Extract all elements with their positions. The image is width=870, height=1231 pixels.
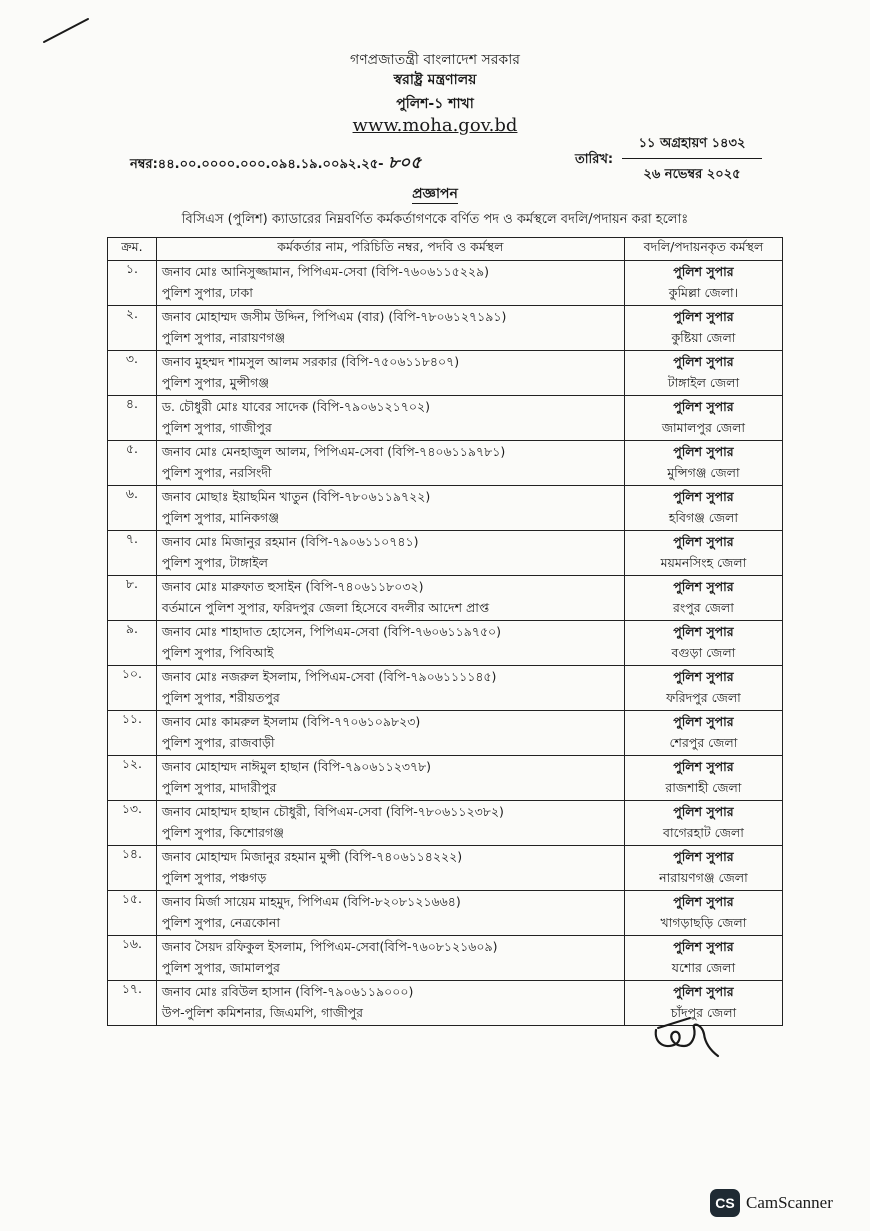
posting-location: জামালপুর জেলা <box>661 420 746 435</box>
officer-name: জনাব মোহাম্মদ মিজানুর রহমান মুন্সী (বিপি-৭৪০৬১১৪২২২) <box>161 849 463 864</box>
posting-location: নারায়ণগঞ্জ জেলা <box>659 870 748 885</box>
officer-cell <box>156 531 624 576</box>
officer-cell <box>156 306 624 351</box>
posting-location: কুষ্টিয়া জেলা <box>671 330 736 345</box>
serial-cell: ৩. <box>108 351 157 396</box>
posting-designation: পুলিশ সুপার <box>673 354 734 369</box>
officer-cell <box>156 891 624 936</box>
officer-cell <box>156 981 624 1026</box>
posting-location: শেরপুর জেলা <box>669 735 738 750</box>
officer-name: জনাব সৈয়দ রফিকুল ইসলাম, পিপিএম-সেবা(বিপি-৭৬০৮১২১৬০৯) <box>161 939 498 954</box>
serial-cell: ৪. <box>108 396 157 441</box>
table-body <box>108 261 783 1026</box>
posting-cell <box>624 711 782 756</box>
officer-cell <box>156 756 624 801</box>
camscanner-text: CamScanner <box>746 1193 833 1212</box>
serial-cell: ৯. <box>108 621 157 666</box>
posting-designation: পুলিশ সুপার <box>673 399 734 414</box>
memo-label: নম্বর: <box>130 157 158 172</box>
posting-cell <box>624 666 782 711</box>
officer-current-post: পুলিশ সুপার, পিবিআই <box>161 645 274 660</box>
serial-cell: ১. <box>108 261 157 306</box>
officer-current-post: পুলিশ সুপার, জামালপুর <box>161 960 280 975</box>
officer-cell <box>156 261 624 306</box>
officer-cell <box>156 441 624 486</box>
posting-cell <box>624 621 782 666</box>
officer-cell <box>156 576 624 621</box>
date-block <box>622 134 762 186</box>
officer-cell <box>156 396 624 441</box>
postings-table <box>107 237 783 1026</box>
serial-cell: ১৬. <box>108 936 157 981</box>
posting-location: ময়মনসিংহ জেলা <box>660 555 747 570</box>
serial-cell: ১৫. <box>108 891 157 936</box>
posting-location: হবিগঞ্জ জেলা <box>668 510 738 525</box>
table-row <box>108 756 783 801</box>
date-bangla: ১১ অগ্রহায়ণ ১৪৩২ <box>622 134 762 159</box>
posting-cell <box>624 441 782 486</box>
officer-name: জনাব মোঃ মিজানুর রহমান (বিপি-৭৯০৬১১০৭৪১) <box>161 534 419 549</box>
header-posting: বদলি/পদায়নকৃত কর্মস্থল <box>624 238 782 261</box>
officer-current-post: পুলিশ সুপার, নরসিংদী <box>161 465 272 480</box>
officer-name: জনাব মোঃ নজরুল ইসলাম, পিপিএম-সেবা (বিপি-৭৯০৬১১১১৪৫) <box>161 669 497 684</box>
posting-location: চাঁদপুর জেলা <box>670 1005 737 1020</box>
posting-designation: পুলিশ সুপার <box>673 849 734 864</box>
table-row <box>108 666 783 711</box>
date-english: ২৬ নভেম্বর ২০২৫ <box>643 167 741 182</box>
officer-current-post: পুলিশ সুপার, নারায়ণগঞ্জ <box>161 330 286 345</box>
officer-current-post: পুলিশ সুপার, নেত্রকোনা <box>161 915 280 930</box>
serial-cell: ৭. <box>108 531 157 576</box>
posting-cell <box>624 531 782 576</box>
officer-cell <box>156 351 624 396</box>
posting-location: খাগড়াছড়ি জেলা <box>660 915 747 930</box>
posting-designation: পুলিশ সুপার <box>673 759 734 774</box>
officer-current-post: পুলিশ সুপার, রাজবাড়ী <box>161 735 275 750</box>
officer-current-post: পুলিশ সুপার, পঞ্চগড় <box>161 870 267 885</box>
posting-cell <box>624 576 782 621</box>
officer-current-post: বর্তমানে পুলিশ সুপার, ফরিদপুর জেলা হিসেবে বদলীর আদেশ প্রাপ্ত <box>161 600 490 615</box>
officer-cell <box>156 621 624 666</box>
officer-cell <box>156 486 624 531</box>
serial-cell: ১১. <box>108 711 157 756</box>
government-name: গণপ্রজাতন্ত্রী বাংলাদেশ সরকার <box>350 52 520 68</box>
serial-cell: ৬. <box>108 486 157 531</box>
posting-location: কুমিল্লা জেলা। <box>668 285 739 300</box>
posting-location: ফরিদপুর জেলা <box>666 690 741 705</box>
table-row <box>108 306 783 351</box>
table-row <box>108 441 783 486</box>
officer-name: জনাব মোঃ মেনহাজুল আলম, পিপিএম-সেবা (বিপি-৭৪০৬১১৯৭৮১) <box>161 444 506 459</box>
posting-location: বগুড়া জেলা <box>671 645 736 660</box>
memo-handwritten-suffix: ৮০৫ <box>388 153 422 173</box>
table-row <box>108 711 783 756</box>
table-row <box>108 846 783 891</box>
officer-cell <box>156 801 624 846</box>
notice-title-text: প্রজ্ঞাপন <box>412 186 458 202</box>
officer-cell <box>156 711 624 756</box>
table-row <box>108 486 783 531</box>
posting-designation: পুলিশ সুপার <box>673 489 734 504</box>
table-row <box>108 801 783 846</box>
posting-cell <box>624 756 782 801</box>
website-link[interactable]: www.moha.gov.bd <box>352 115 518 136</box>
serial-cell: ৮. <box>108 576 157 621</box>
posting-cell <box>624 396 782 441</box>
signature <box>650 1012 722 1062</box>
table-row <box>108 396 783 441</box>
posting-cell <box>624 936 782 981</box>
officer-current-post: পুলিশ সুপার, গাজীপুর <box>161 420 272 435</box>
officer-current-post: পুলিশ সুপার, শরীয়তপুর <box>161 690 280 705</box>
posting-designation: পুলিশ সুপার <box>673 444 734 459</box>
serial-cell: ১৪. <box>108 846 157 891</box>
officer-current-post: পুলিশ সুপার, মাদারীপুর <box>161 780 277 795</box>
branch-name: পুলিশ-১ শাখা <box>396 96 474 112</box>
officer-cell <box>156 666 624 711</box>
officer-name: ড. চৌধুরী মোঃ যাবের সাদেক (বিপি-৭৯০৬১২১৭০২) <box>161 399 431 414</box>
table-header-row <box>108 238 783 261</box>
camscanner-watermark <box>710 1188 833 1218</box>
posting-location: রাজশাহী জেলা <box>665 780 742 795</box>
table-row <box>108 351 783 396</box>
posting-designation: পুলিশ সুপার <box>673 264 734 279</box>
table-row <box>108 531 783 576</box>
officer-current-post: উপ-পুলিশ কমিশনার, জিএমপি, গাজীপুর <box>161 1005 364 1020</box>
officer-name: জনাব মোহাম্মদ নাঈমুল হাছান (বিপি-৭৯০৬১১২৩৭৮) <box>161 759 432 774</box>
officer-name: জনাব মোঃ কামরুল ইসলাম (বিপি-৭৭০৬১০৯৮২৩) <box>161 714 421 729</box>
notice-title <box>0 182 870 206</box>
posting-cell <box>624 306 782 351</box>
header-serial: ক্রম. <box>108 238 157 261</box>
posting-location: যশোর জেলা <box>671 960 736 975</box>
officer-name: জনাব মির্জা সায়েম মাহমুদ, পিপিএম (বিপি-৮২০৮১২১৬৬৪) <box>161 894 461 909</box>
posting-designation: পুলিশ সুপার <box>673 669 734 684</box>
posting-designation: পুলিশ সুপার <box>673 894 734 909</box>
officer-name: জনাব মোঃ আনিসুজ্জামান, পিপিএম-সেবা (বিপি-৭৬০৬১১৫২২৯) <box>161 264 489 279</box>
posting-location: বাগেরহাট জেলা <box>663 825 744 840</box>
header-officer: কর্মকর্তার নাম, পরিচিতি নম্বর, পদবি ও কর্মস্থল <box>156 238 624 261</box>
officer-current-post: পুলিশ সুপার, টাঙ্গাইল <box>161 555 268 570</box>
posting-location: টাঙ্গাইল জেলা <box>667 375 740 390</box>
posting-cell <box>624 846 782 891</box>
officer-name: জনাব মোহাম্মদ জসীম উদ্দিন, পিপিএম (বার) (বিপি-৭৮০৬১২৭১৯১) <box>161 309 507 324</box>
serial-cell: ১৩. <box>108 801 157 846</box>
posting-designation: পুলিশ সুপার <box>673 624 734 639</box>
posting-cell <box>624 801 782 846</box>
serial-cell: ১২. <box>108 756 157 801</box>
officer-current-post: পুলিশ সুপার, মানিকগঞ্জ <box>161 510 279 525</box>
officer-current-post: পুলিশ সুপার, ঢাকা <box>161 285 253 300</box>
posting-designation: পুলিশ সুপার <box>673 984 734 999</box>
serial-cell: ৫. <box>108 441 157 486</box>
posting-designation: পুলিশ সুপার <box>673 309 734 324</box>
memo-number <box>130 150 421 178</box>
posting-designation: পুলিশ সুপার <box>673 579 734 594</box>
serial-cell: ২. <box>108 306 157 351</box>
posting-location: মুন্সিগঞ্জ জেলা <box>667 465 740 480</box>
officer-name: জনাব মোঃ শাহাদাত হোসেন, পিপিএম-সেবা (বিপি-৭৬০৬১১৯৭৫০) <box>161 624 502 639</box>
posting-cell <box>624 261 782 306</box>
date-label: তারিখ: <box>575 152 614 167</box>
officer-name: জনাব মোছাঃ ইয়াছমিন খাতুন (বিপি-৭৮০৬১১৯৭২২) <box>161 489 431 504</box>
memo-number-value: ৪৪.০০.০০০০.০০০.০৯৪.১৯.০০৯২.২৫- <box>157 157 384 172</box>
officer-cell <box>156 846 624 891</box>
officer-name: জনাব মোঃ রবিউল হাসান (বিপি-৭৯০৬১১৯০০০) <box>161 984 414 999</box>
table-row <box>108 261 783 306</box>
posting-cell <box>624 891 782 936</box>
serial-cell: ১০. <box>108 666 157 711</box>
officer-current-post: পুলিশ সুপার, কিশোরগঞ্জ <box>161 825 284 840</box>
officer-name: জনাব মুহম্মদ শামসুল আলম সরকার (বিপি-৭৫০৬১১৮৪০৭) <box>161 354 460 369</box>
ministry-name: স্বরাষ্ট্র মন্ত্রণালয় <box>393 72 477 88</box>
posting-location: রংপুর জেলা <box>673 600 734 615</box>
serial-cell: ১৭. <box>108 981 157 1026</box>
table-row <box>108 936 783 981</box>
posting-designation: পুলিশ সুপার <box>673 714 734 729</box>
posting-designation: পুলিশ সুপার <box>673 534 734 549</box>
table-row <box>108 891 783 936</box>
posting-cell <box>624 351 782 396</box>
officer-name: জনাব মোহাম্মদ হাছান চৌধুরী, বিপিএম-সেবা (বিপি-৭৮০৬১১২৩৮২) <box>161 804 504 819</box>
pen-stroke-mark <box>42 16 90 44</box>
posting-cell <box>624 486 782 531</box>
intro-text: বিসিএস (পুলিশ) ক্যাডারের নিম্নবর্ণিত কর্মকর্তাগণকে বর্ণিত পদ ও কর্মস্থলে বদলি/পদায়ন করা হলোঃ <box>181 212 689 227</box>
posting-designation: পুলিশ সুপার <box>673 939 734 954</box>
camscanner-logo-icon: CS <box>710 1189 740 1217</box>
posting-designation: পুলিশ সুপার <box>673 804 734 819</box>
table-row <box>108 576 783 621</box>
table-row <box>108 621 783 666</box>
officer-cell <box>156 936 624 981</box>
officer-current-post: পুলিশ সুপার, মুন্সীগঞ্জ <box>161 375 270 390</box>
officer-name: জনাব মোঃ মারুফাত হুসাইন (বিপি-৭৪০৬১১৮০৩২) <box>161 579 424 594</box>
